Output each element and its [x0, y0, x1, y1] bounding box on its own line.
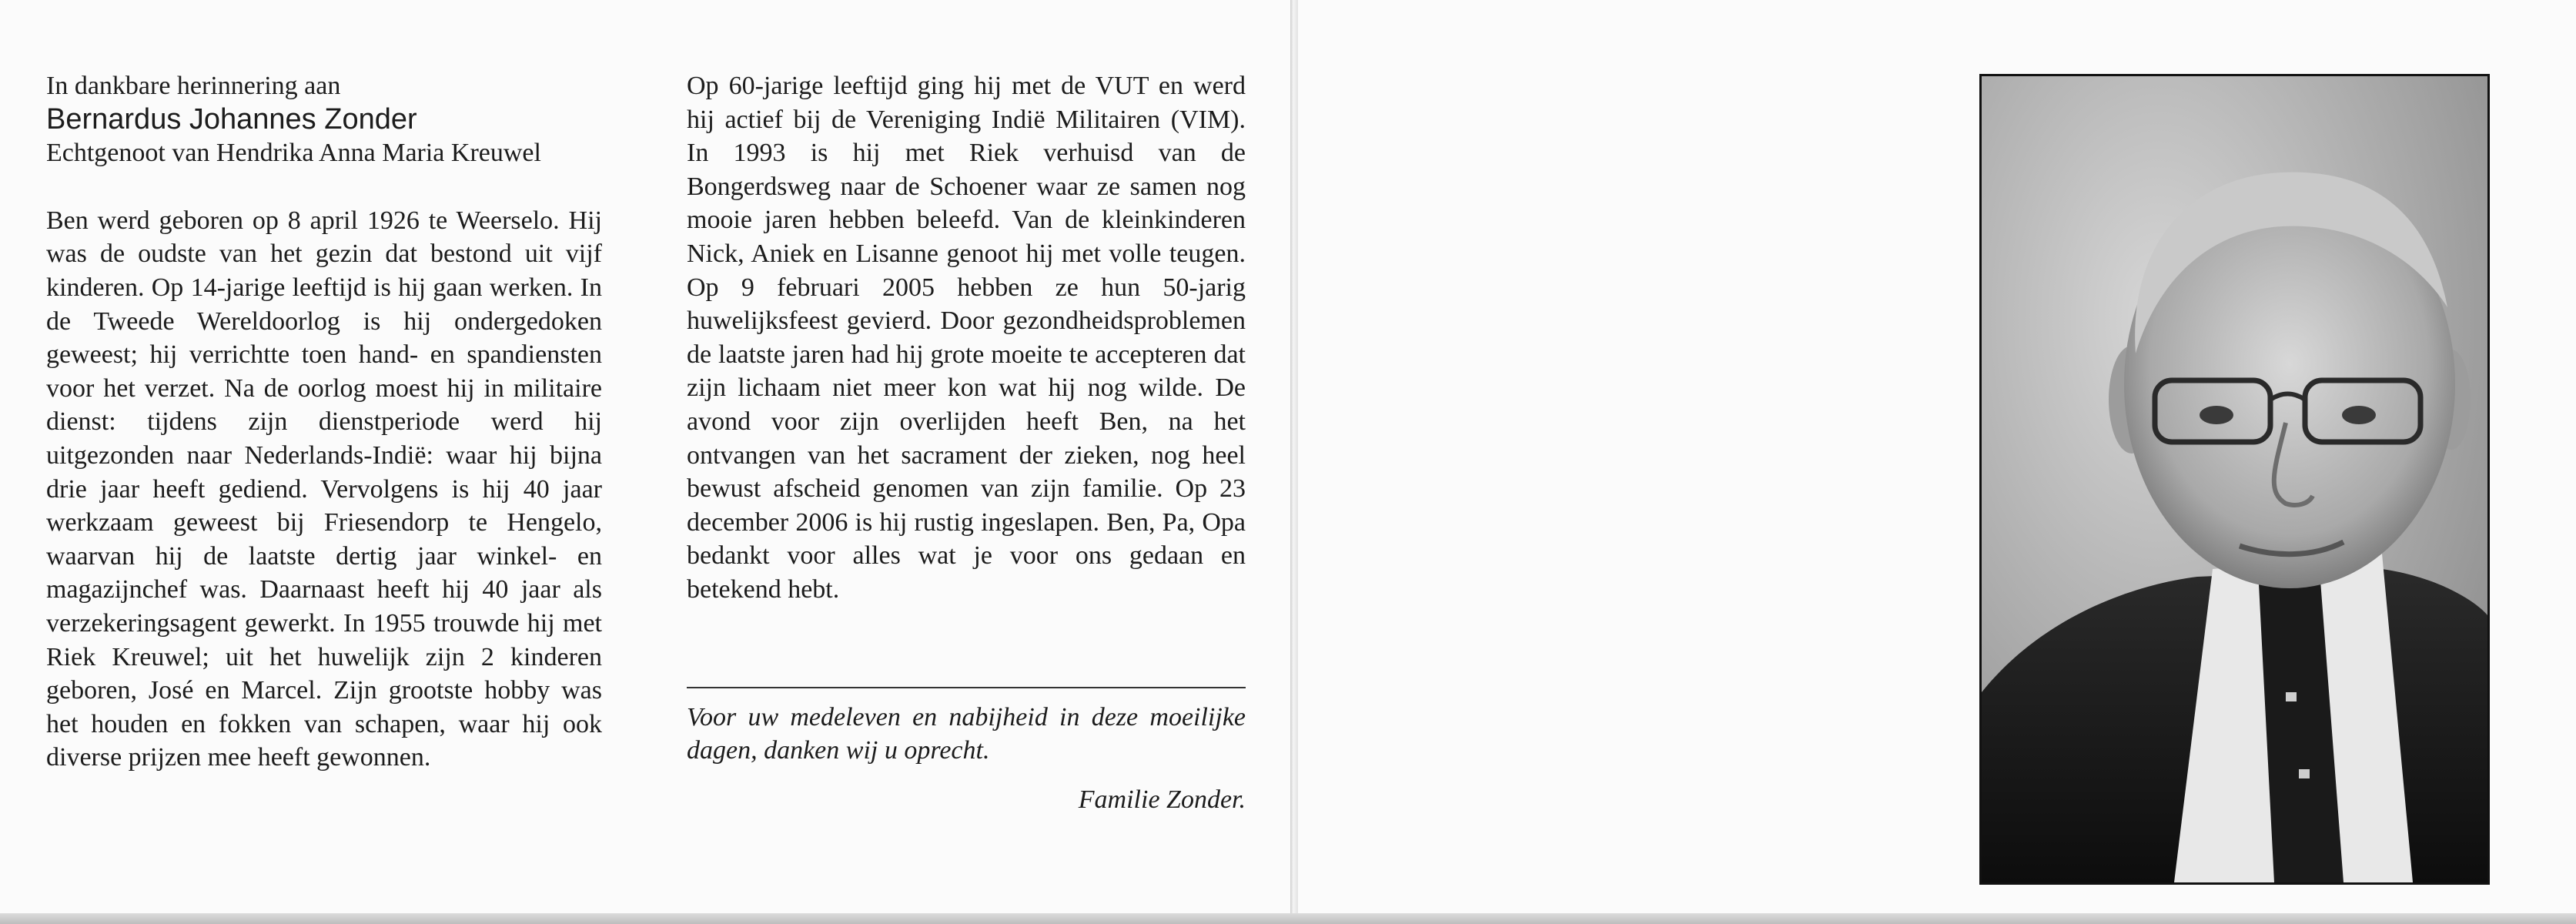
card-fold: [1290, 0, 1298, 924]
deceased-name: Bernardus Johannes Zonder: [46, 102, 417, 136]
left-page: [46, 69, 602, 775]
portrait-illustration: [1982, 76, 2487, 882]
biography-part-2: Op 60-jarige leeftijd ging hij met de VUT en werd hij actief bij de Vereniging Indië Militairen (VIM). In 1993 is hij met Riek verhuisd van de Bongerdsweg naar de Schoener waar ze samen nog mooie jaren hebben beleefd. Van de kleinkinderen Nick, Aniek en Lisanne genoot hij met volle teugen. Op 9 februari 2005 hebben ze hun 50-jarig huwelijksfeest gevierd. Door gezondheidsproblemen de laatste jaren had hij grote moeite te accepteren dat zijn lichaam niet meer kon wat hij nog wilde. De avond voor zijn overlijden heeft Ben, na het ontvangen van het sacrament der zieken, nog heel bewust afscheid genomen van zijn familie. Op 23 december 2006 is hij rustig ingeslapen. Ben, Pa, Opa bedankt voor alles wat je voor ons gedaan en betekend hebt.: [687, 72, 1246, 604]
biography-part-1: Ben werd geboren op 8 april 1926 te Weerselo. Hij was de oudste van het gezin dat bestond uit vijf kinderen. Op 14-jarige leeftijd is hij gaan werken. In de Tweede Wereldoorlog is hij ondergedoken geweest; hij verrichtte toen hand- en spandiensten voor het verzet. Na de oorlog moest hij in militaire dienst: tijdens zijn dienstperiode werd hij uitgezonden naar Nederlands-Indië: waar hij bijna drie jaar heeft gediend. Vervolgens is hij 40 jaar werkzaam geweest bij Friesendorp te Hengelo, waarvan hij de laatste dertig jaar winkel- en magazijnchef was. Daarnaast heeft hij 40 jaar als verzekeringsagent gewerkt. In 1955 trouwde hij met Riek Kreuwel; uit het huwelijk zijn 2 kinderen geboren, José en Marcel. Zijn grootste hobby was het houden en fokken van schapen, waar hij ook diverse prijzen mee heeft gewonnen.: [46, 206, 602, 772]
thanks-text: Voor uw medeleven en nabijheid in deze moeilijke dagen, danken wij u oprecht.: [687, 702, 1246, 765]
divider-line: [687, 687, 1246, 688]
family-signature: Familie Zonder.: [1078, 785, 1246, 814]
portrait-photo: [1979, 74, 2490, 885]
middle-page: [687, 69, 1246, 816]
spouse-line: Echtgenoot van Hendrika Anna Maria Kreuwel: [46, 139, 541, 168]
intro-text: In dankbare herinnering aan: [46, 72, 341, 100]
card-bottom-edge: [0, 913, 2576, 924]
